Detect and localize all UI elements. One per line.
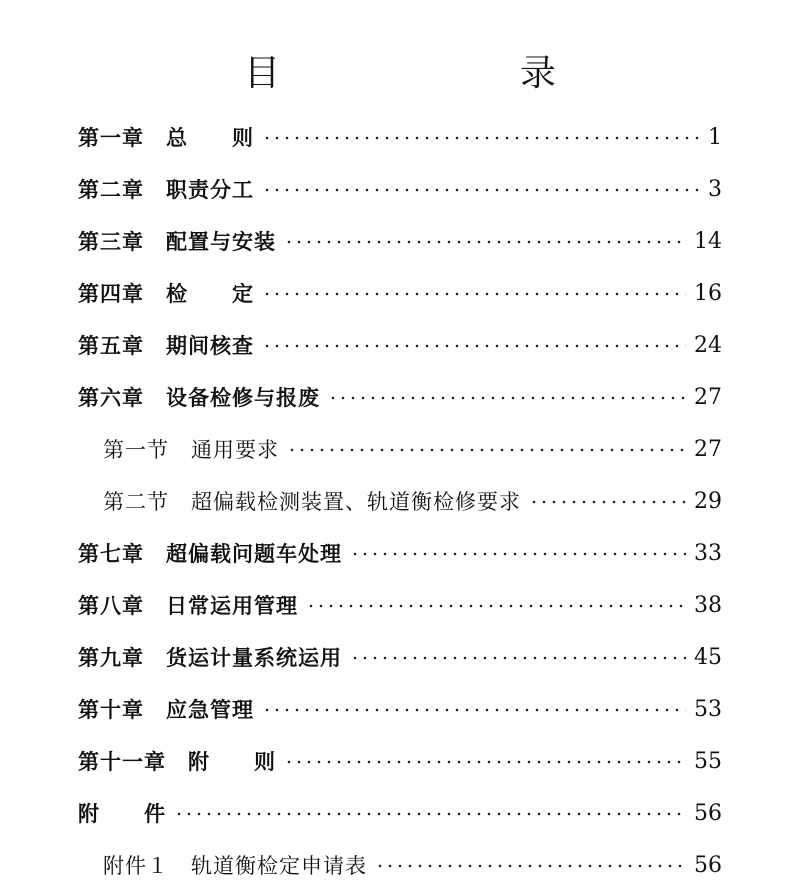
toc-entry-chapter-4[interactable]	[0, 274, 800, 314]
dot-leader	[262, 280, 686, 308]
toc-entry-chapter-11[interactable]	[0, 742, 800, 782]
toc-entry-page: 24	[694, 333, 722, 358]
toc-entry-label: 第二节 超偏载检测装置、轨道衡检修要求	[103, 490, 521, 514]
toc-entry-page: 27	[694, 385, 722, 410]
toc-title: 目 录	[243, 53, 612, 95]
toc-entry-chapter-1[interactable]	[0, 118, 800, 158]
toc-entry-label: 第一节 通用要求	[103, 438, 279, 462]
dot-leader	[529, 488, 686, 516]
toc-entry-label: 附件１ 轨道衡检定申请表	[103, 854, 367, 878]
toc-entry-label: 第十一章 附 则	[78, 750, 276, 774]
toc-entry-section-6-1[interactable]	[0, 430, 800, 470]
toc-entry-page: 33	[694, 541, 722, 566]
toc-entry-page: 3	[708, 177, 722, 202]
toc-entry-page: 1	[708, 125, 722, 150]
toc-entry-page: 55	[694, 749, 722, 774]
toc-entry-page: 14	[694, 229, 722, 254]
toc-entry-label: 附 件	[78, 802, 166, 826]
toc-entry-label: 第五章 期间核查	[78, 334, 254, 358]
toc-entry-page: 29	[694, 489, 722, 514]
toc-entry-chapter-10[interactable]	[0, 690, 800, 730]
dot-leader	[287, 436, 686, 464]
dot-leader	[262, 332, 686, 360]
toc-entry-chapter-7[interactable]	[0, 534, 800, 574]
toc-entry-label: 第八章 日常运用管理	[78, 594, 298, 618]
dot-leader	[262, 124, 700, 152]
toc-entry-label: 第九章 货运计量系统运用	[78, 646, 342, 670]
toc-entry-page: 16	[694, 281, 722, 306]
toc-entry-chapter-3[interactable]	[0, 222, 800, 262]
toc-entry-label: 第七章 超偏载问题车处理	[78, 542, 342, 566]
toc-entry-chapter-9[interactable]	[0, 638, 800, 678]
toc-entry-page: 45	[694, 645, 722, 670]
dot-leader	[262, 176, 700, 204]
toc-entry-label: 第四章 检 定	[78, 282, 254, 306]
toc-entry-label: 第二章 职责分工	[78, 178, 254, 202]
dot-leader	[284, 228, 686, 256]
dot-leader	[262, 696, 686, 724]
dot-leader	[328, 384, 686, 412]
toc-entry-label: 第三章 配置与安装	[78, 230, 276, 254]
toc-entry-page: 53	[694, 697, 722, 722]
toc-entry-page: 56	[694, 853, 722, 878]
toc-entry-chapter-8[interactable]	[0, 586, 800, 626]
dot-leader	[350, 540, 686, 568]
toc-entry-page: 27	[694, 437, 722, 462]
toc-entry-chapter-6[interactable]	[0, 378, 800, 418]
dot-leader	[174, 800, 686, 828]
toc-entry-label: 第六章 设备检修与报废	[78, 386, 320, 410]
toc-entry-label: 第一章 总 则	[78, 126, 254, 150]
dot-leader	[306, 592, 686, 620]
toc-entry-appendix[interactable]	[0, 794, 800, 834]
toc-entry-page: 38	[694, 593, 722, 618]
toc-entry-chapter-5[interactable]	[0, 326, 800, 366]
dot-leader	[350, 644, 686, 672]
toc-entry-appendix-1[interactable]	[0, 846, 800, 886]
dot-leader	[284, 748, 686, 776]
toc-entry-chapter-2[interactable]	[0, 170, 800, 210]
toc-entry-label: 第十章 应急管理	[78, 698, 254, 722]
toc-entry-page: 56	[694, 801, 722, 826]
dot-leader	[375, 852, 686, 880]
toc-entry-section-6-2[interactable]	[0, 482, 800, 522]
